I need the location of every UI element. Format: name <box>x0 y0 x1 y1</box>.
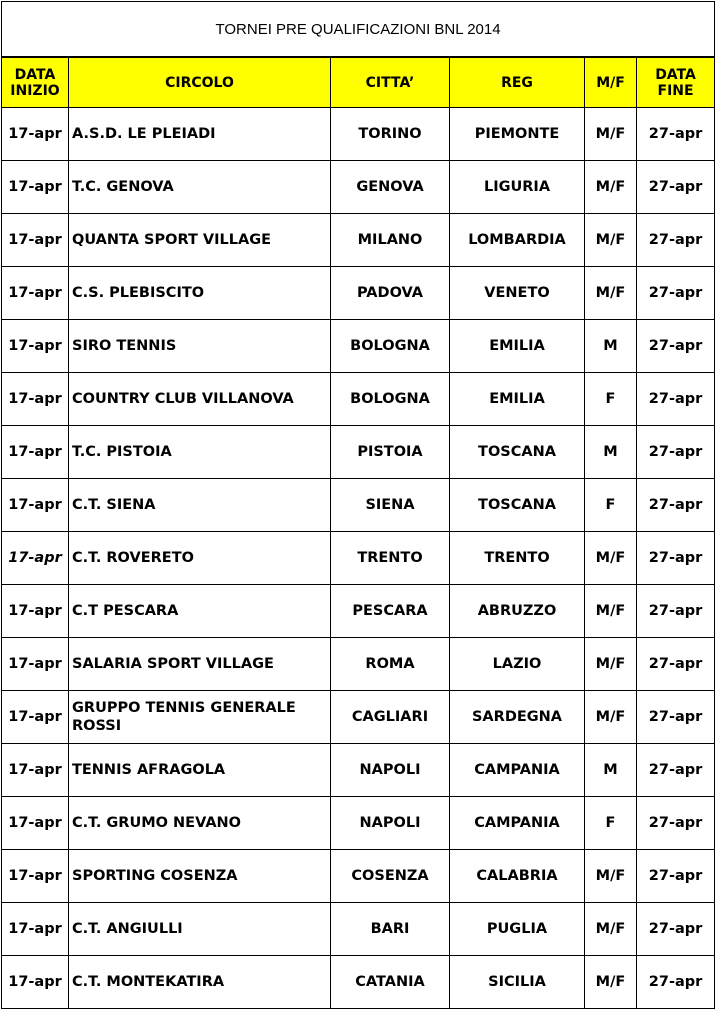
cell-club: T.C. PISTOIA <box>69 426 331 479</box>
cell-start-date: 17-apr <box>2 161 69 214</box>
cell-region: TOSCANA <box>450 479 585 532</box>
cell-region: CALABRIA <box>450 850 585 903</box>
table-row <box>2 532 715 585</box>
cell-end-date: 27-apr <box>637 479 715 532</box>
cell-city: TRENTO <box>331 532 450 585</box>
cell-gender: M/F <box>585 956 637 1009</box>
cell-gender: M <box>585 426 637 479</box>
cell-gender: M/F <box>585 585 637 638</box>
table-row <box>2 108 715 161</box>
cell-club: C.T PESCARA <box>69 585 331 638</box>
cell-club: A.S.D. LE PLEIADI <box>69 108 331 161</box>
table-row <box>2 956 715 1009</box>
cell-gender: M <box>585 744 637 797</box>
cell-start-date: 17-apr <box>2 479 69 532</box>
cell-club: QUANTA SPORT VILLAGE <box>69 214 331 267</box>
cell-gender: M/F <box>585 214 637 267</box>
table-row <box>2 426 715 479</box>
cell-club: C.S. PLEBISCITO <box>69 267 331 320</box>
cell-city: BOLOGNA <box>331 373 450 426</box>
cell-start-date: 17-apr <box>2 585 69 638</box>
cell-end-date: 27-apr <box>637 797 715 850</box>
cell-start-date: 17-apr <box>2 903 69 956</box>
cell-gender: M/F <box>585 691 637 744</box>
cell-start-date: 17-apr <box>2 850 69 903</box>
table-row <box>2 638 715 691</box>
cell-end-date: 27-apr <box>637 320 715 373</box>
cell-city: BARI <box>331 903 450 956</box>
cell-end-date: 27-apr <box>637 903 715 956</box>
cell-start-date: 17-apr <box>2 267 69 320</box>
header-gender: M/F <box>585 57 637 108</box>
cell-city: SIENA <box>331 479 450 532</box>
cell-end-date: 27-apr <box>637 956 715 1009</box>
cell-end-date: 27-apr <box>637 850 715 903</box>
cell-region: LAZIO <box>450 638 585 691</box>
cell-club: COUNTRY CLUB VILLANOVA <box>69 373 331 426</box>
table-row <box>2 585 715 638</box>
table-row <box>2 373 715 426</box>
cell-club: C.T. SIENA <box>69 479 331 532</box>
cell-city: PISTOIA <box>331 426 450 479</box>
cell-start-date: 17-apr <box>2 744 69 797</box>
header-end-line2: FINE <box>657 82 694 99</box>
cell-city: TORINO <box>331 108 450 161</box>
cell-region: SARDEGNA <box>450 691 585 744</box>
cell-end-date: 27-apr <box>637 585 715 638</box>
header-end-date <box>637 57 715 108</box>
cell-end-date: 27-apr <box>637 108 715 161</box>
cell-start-date: 17-apr <box>2 956 69 1009</box>
cell-city: MILANO <box>331 214 450 267</box>
table-row <box>2 214 715 267</box>
cell-region: SICILIA <box>450 956 585 1009</box>
table-row <box>2 161 715 214</box>
cell-start-date: 17-apr <box>2 320 69 373</box>
table-row <box>2 320 715 373</box>
cell-gender: M/F <box>585 108 637 161</box>
header-row <box>2 57 715 108</box>
cell-city: CAGLIARI <box>331 691 450 744</box>
page-title: TORNEI PRE QUALIFICAZIONI BNL 2014 <box>2 2 715 58</box>
cell-end-date: 27-apr <box>637 532 715 585</box>
cell-city: PADOVA <box>331 267 450 320</box>
header-club: CIRCOLO <box>69 57 331 108</box>
cell-gender: M/F <box>585 638 637 691</box>
cell-club: TENNIS AFRAGOLA <box>69 744 331 797</box>
cell-city: GENOVA <box>331 161 450 214</box>
cell-gender: M/F <box>585 850 637 903</box>
cell-end-date: 27-apr <box>637 638 715 691</box>
table-row <box>2 479 715 532</box>
cell-club: T.C. GENOVA <box>69 161 331 214</box>
cell-club: C.T. ANGIULLI <box>69 903 331 956</box>
tournament-sheet <box>1 1 714 1023</box>
cell-end-date: 27-apr <box>637 161 715 214</box>
cell-region: PUGLIA <box>450 903 585 956</box>
cell-region: EMILIA <box>450 373 585 426</box>
cell-city: PESCARA <box>331 585 450 638</box>
header-start-line1: DATA <box>14 66 56 83</box>
cell-region: TOSCANA <box>450 426 585 479</box>
cell-club: SPORTING COSENZA <box>69 850 331 903</box>
cell-start-date: 17-apr <box>2 214 69 267</box>
cell-club: C.T. GRUMO NEVANO <box>69 797 331 850</box>
cell-end-date: 27-apr <box>637 267 715 320</box>
cell-region: TRENTO <box>450 532 585 585</box>
title-row <box>2 2 715 58</box>
cell-end-date: 27-apr <box>637 744 715 797</box>
table-row <box>2 691 715 744</box>
cell-gender: M/F <box>585 532 637 585</box>
cell-club: GRUPPO TENNIS GENERALE ROSSI <box>69 691 331 744</box>
tournament-table <box>1 1 715 1009</box>
header-start-line2: INIZIO <box>10 82 60 99</box>
cell-region: EMILIA <box>450 320 585 373</box>
cell-city: BOLOGNA <box>331 320 450 373</box>
cell-start-date: 17-apr <box>2 426 69 479</box>
header-end-line1: DATA <box>655 66 696 83</box>
cell-region: PIEMONTE <box>450 108 585 161</box>
cell-start-date: 17-apr <box>2 638 69 691</box>
cell-city: NAPOLI <box>331 797 450 850</box>
table-row <box>2 797 715 850</box>
cell-start-date: 17-apr <box>2 373 69 426</box>
cell-end-date: 27-apr <box>637 691 715 744</box>
cell-start-date: 17-apr <box>2 797 69 850</box>
cell-city: NAPOLI <box>331 744 450 797</box>
cell-city: CATANIA <box>331 956 450 1009</box>
cell-end-date: 27-apr <box>637 373 715 426</box>
cell-city: ROMA <box>331 638 450 691</box>
cell-region: ABRUZZO <box>450 585 585 638</box>
table-row <box>2 744 715 797</box>
cell-club: SALARIA SPORT VILLAGE <box>69 638 331 691</box>
cell-start-date: 17-apr <box>2 691 69 744</box>
cell-region: LOMBARDIA <box>450 214 585 267</box>
cell-gender: M/F <box>585 903 637 956</box>
cell-club: C.T. ROVERETO <box>69 532 331 585</box>
cell-region: CAMPANIA <box>450 744 585 797</box>
cell-end-date: 27-apr <box>637 426 715 479</box>
cell-start-date: 17-apr <box>2 532 69 585</box>
cell-end-date: 27-apr <box>637 214 715 267</box>
cell-gender: F <box>585 479 637 532</box>
cell-gender: M <box>585 320 637 373</box>
cell-region: LIGURIA <box>450 161 585 214</box>
table-row <box>2 903 715 956</box>
cell-region: CAMPANIA <box>450 797 585 850</box>
cell-gender: M/F <box>585 267 637 320</box>
table-row <box>2 267 715 320</box>
header-region: REG <box>450 57 585 108</box>
cell-region: VENETO <box>450 267 585 320</box>
table-row <box>2 850 715 903</box>
cell-club: SIRO TENNIS <box>69 320 331 373</box>
cell-gender: F <box>585 373 637 426</box>
cell-gender: M/F <box>585 161 637 214</box>
cell-club: C.T. MONTEKATIRA <box>69 956 331 1009</box>
header-city: CITTA’ <box>331 57 450 108</box>
cell-city: COSENZA <box>331 850 450 903</box>
header-start-date <box>2 57 69 108</box>
cell-start-date: 17-apr <box>2 108 69 161</box>
cell-gender: F <box>585 797 637 850</box>
